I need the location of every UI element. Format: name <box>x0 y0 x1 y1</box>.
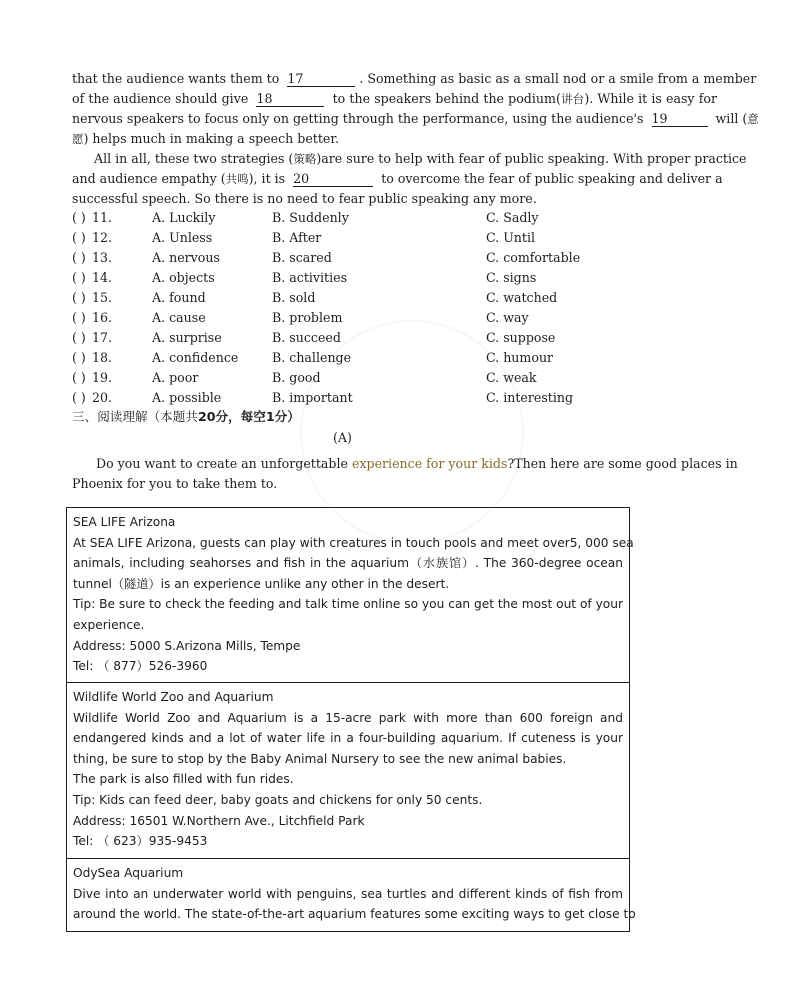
option-c: C. interesting <box>486 390 574 405</box>
option-c: C. Until <box>486 230 536 245</box>
chinese-gloss: 意 <box>747 112 759 126</box>
passage-text: will ( <box>715 111 748 126</box>
passage-line-5 <box>94 149 747 169</box>
option-a: A. Unless <box>152 230 213 245</box>
choice-row <box>72 328 632 348</box>
blank-20: 20 <box>293 171 373 187</box>
choice-row <box>72 228 632 248</box>
question-number: 11. <box>92 210 113 225</box>
option-c: C. watched <box>486 290 558 305</box>
answer-paren: ( ) <box>72 310 86 325</box>
passage-text: that the audience wants them to <box>72 71 280 86</box>
option-b: B. scared <box>272 250 332 265</box>
passage-line-7: successful speech. So there is no need to fear public speaking any more. <box>72 191 537 206</box>
question-number: 12. <box>92 230 113 245</box>
passage-text: ) helps much in making a speech better. <box>83 131 340 146</box>
question-number: 18. <box>92 350 113 365</box>
intro-text: ?Then here are some good places in <box>507 456 738 471</box>
option-c: C. weak <box>486 370 537 385</box>
answer-paren: ( ) <box>72 230 86 245</box>
intro-line-2: Phoenix for you to take them to. <box>72 476 278 491</box>
option-a: A. found <box>152 290 206 305</box>
option-c: C. humour <box>486 350 554 365</box>
option-a: A. surprise <box>152 330 222 345</box>
place-tel: Tel: （ 877）526-3960 <box>73 659 208 674</box>
answer-paren: ( ) <box>72 370 86 385</box>
place-address: Address: 16501 W.Northern Ave., Litchfield Park <box>73 813 365 828</box>
choice-row <box>72 388 632 408</box>
chinese-gloss: 讲台 <box>560 92 585 106</box>
place-text: around the world. The state-of-the-art aquarium features some exciting ways to get close to <box>73 907 636 922</box>
place-text: Dive into an underwater world with penguins, sea turtles and different kinds of fish from <box>73 886 623 901</box>
option-b: B. Suddenly <box>272 210 349 225</box>
passage-text: ). While it is easy for <box>584 91 717 106</box>
chinese-gloss: 策略 <box>293 152 317 166</box>
place-text: At SEA LIFE Arizona, guests can play with creatures in touch pools and meet over5, 000 sea <box>73 535 634 550</box>
blank-17: 17 <box>287 71 355 87</box>
place-box-wildlife-zoo <box>66 683 630 859</box>
question-number: 19. <box>92 370 113 385</box>
answer-paren: ( ) <box>72 290 86 305</box>
intro-line-1 <box>96 454 738 474</box>
section-title-points: 1 <box>265 409 275 424</box>
question-number: 20. <box>92 390 113 405</box>
choice-row <box>72 348 632 368</box>
answer-paren: ( ) <box>72 250 86 265</box>
option-b: B. After <box>272 230 322 245</box>
option-b: B. succeed <box>272 330 341 345</box>
chinese-gloss: 共鸣 <box>225 172 249 186</box>
option-a: A. cause <box>152 310 206 325</box>
answer-paren: ( ) <box>72 350 86 365</box>
option-a: A. poor <box>152 370 199 385</box>
place-text: The park is also filled with fun rides. <box>73 772 294 787</box>
option-a: A. Luckily <box>152 210 216 225</box>
choice-row <box>72 208 632 228</box>
place-name: SEA LIFE Arizona <box>73 515 176 529</box>
option-b: B. problem <box>272 310 343 325</box>
option-b: B. important <box>272 390 353 405</box>
passage-text: and audience empathy ( <box>72 171 226 186</box>
place-tel: Tel: （ 623）935-9453 <box>73 834 208 849</box>
passage-text: to overcome the fear of public speaking and deliver a <box>381 171 723 186</box>
blank-19: 19 <box>652 111 708 127</box>
option-a: A. confidence <box>152 350 239 365</box>
option-b: B. good <box>272 370 321 385</box>
place-text: experience. <box>73 617 145 632</box>
option-b: B. activities <box>272 270 348 285</box>
question-number: 17. <box>92 330 113 345</box>
answer-paren: ( ) <box>72 390 86 405</box>
passage-text: All in all, these two strategies ( <box>94 151 294 166</box>
intro-text: Do you want to create an unforgettable <box>96 456 352 471</box>
option-a: A. nervous <box>152 250 220 265</box>
passage-text: nervous speakers to focus only on getting through the performance, using the audience's <box>72 111 644 126</box>
place-text: thing, be sure to stop by the Baby Animal Nursery to see the new animal babies. <box>73 751 567 766</box>
place-box-odysea <box>66 859 636 932</box>
option-a: A. objects <box>152 270 215 285</box>
passage-line-2 <box>72 89 717 109</box>
question-number: 13. <box>92 250 113 265</box>
option-b: B. sold <box>272 290 316 305</box>
section-title-points: 20 <box>197 409 216 424</box>
choice-row <box>72 268 632 288</box>
place-text: endangered kinds and a lot of water life in a four-building aquarium. If cuteness is your <box>73 731 623 746</box>
answer-paren: ( ) <box>72 210 86 225</box>
passage-line-1 <box>72 69 757 89</box>
passage-line-3 <box>72 109 759 129</box>
place-text: animals, including seahorses and fish in the aquarium（水族馆）. The 360-degree ocean <box>73 556 623 571</box>
option-c: C. Sadly <box>486 210 539 225</box>
place-text: Tip: Be sure to check the feeding and talk time online so you can get the most out of your <box>73 597 623 612</box>
choice-row <box>72 248 632 268</box>
passage-line-6 <box>72 169 723 189</box>
option-c: C. comfortable <box>486 250 581 265</box>
question-number: 16. <box>92 310 113 325</box>
option-a: A. possible <box>152 390 222 405</box>
option-c: C. suppose <box>486 330 556 345</box>
option-c: C. signs <box>486 270 537 285</box>
passage-text: of the audience should give <box>72 91 249 106</box>
blank-18: 18 <box>256 91 324 107</box>
place-name: OdySea Aquarium <box>73 866 184 880</box>
answer-paren: ( ) <box>72 330 86 345</box>
passage-label: (A) <box>333 430 352 445</box>
answer-paren: ( ) <box>72 270 86 285</box>
place-text: tunnel（隧道）is an experience unlike any other in the desert. <box>73 576 450 591</box>
chinese-gloss: 愿 <box>72 132 84 146</box>
question-number: 15. <box>92 290 113 305</box>
passage-text: . Something as basic as a small nod or a smile from a member <box>359 71 757 86</box>
section-title-text: 三、阅读理解（本题共 <box>72 409 198 424</box>
intro-highlight: experience for your kids <box>351 456 508 471</box>
place-name: Wildlife World Zoo and Aquarium <box>73 690 274 704</box>
section-title-text: 分，每空 <box>215 409 266 424</box>
choice-row <box>72 368 632 388</box>
place-text: Tip: Kids can feed deer, baby goats and chickens for only 50 cents. <box>73 792 483 807</box>
section-title <box>72 407 300 427</box>
choice-row <box>72 308 632 328</box>
passage-line-4 <box>72 129 717 149</box>
passage-text: ), it is <box>248 171 286 186</box>
place-box-sea-life <box>66 507 634 683</box>
option-b: B. challenge <box>272 350 352 365</box>
place-address: Address: 5000 S.Arizona Mills, Tempe <box>73 638 301 653</box>
passage-text: )are sure to help with fear of public speaking. With proper practice <box>316 151 747 166</box>
choice-row <box>72 288 632 308</box>
passage-text: to the speakers behind the podium( <box>332 91 561 106</box>
section-title-text: 分） <box>274 409 300 424</box>
option-c: C. way <box>486 310 529 325</box>
place-text: Wildlife World Zoo and Aquarium is a 15-acre park with more than 600 foreign and <box>73 710 623 725</box>
question-number: 14. <box>92 270 113 285</box>
